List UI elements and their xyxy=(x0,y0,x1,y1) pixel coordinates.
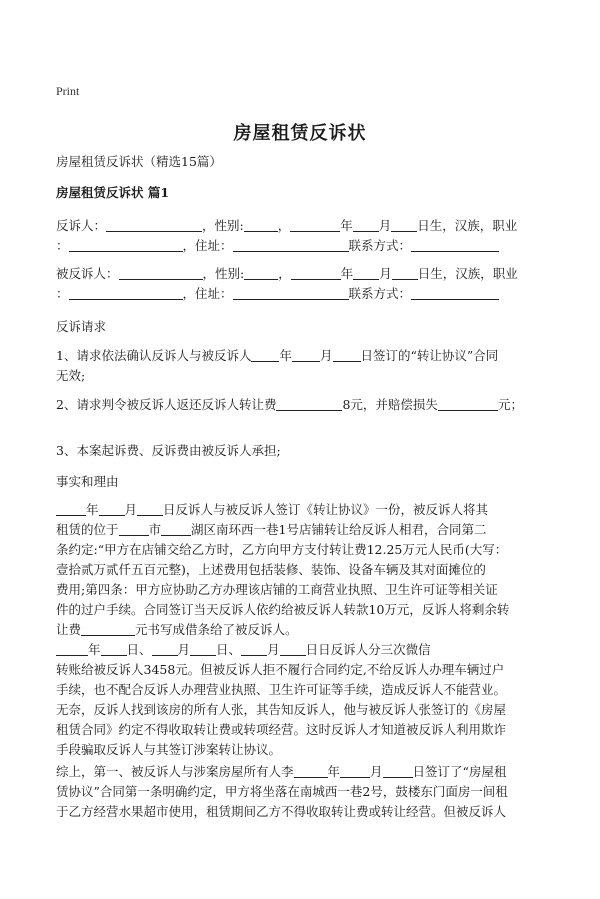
facts-paragraph-1: 年 月 日反诉人与被反诉人签订《转让协议》一份，被反诉人将其 租赁的位于 市 湖区南环西一巷1号店铺转让给反诉人相君，合同第二 条约定:“甲方在店铺交给乙方时，乙方向甲方支付转让费12.25万元人民币(大写： 壹拾贰万贰仟五百元整)，上述费用包括装修、装饰、设备车辆及其对面摊位的 费用;第四条：甲方应协助乙方办理该店铺的工商营业执照、卫生许可证等相关证 件的过户手续。合同签订当天反诉人依约给被反诉人转款10万元，反诉人将剩余转 让费 元书写成借条给了被反诉人。 xyxy=(56,502,510,637)
claim-1: 1、请求依法确认反诉人与被反诉人 年 月 日签订的“转让协议”合同 无效; xyxy=(56,348,499,383)
plaintiff-line-2: ： ，住址： 联系方式： xyxy=(56,236,499,256)
facts-paragraph-2: 年 日、 月 日、 月 日日反诉人分三次微信 转账给被反诉人3458元。但被反诉人拒不履行合同约定,不给反诉人办理车辆过户 手续，也不配合反诉人办理营业执照、卫生许可证等手续，造成反诉人不能营业。 无奈，反诉人找到该房的所有人张，其告知反诉人，他与被反诉人张签订的《房屋 租赁合同》约定不得收取转让费或转项经营。这时反诉人才知道被反诉人利用欺诈 手段骗取反诉人与其签订涉案转让协议。 xyxy=(56,642,507,757)
claims-heading: 反诉请求 xyxy=(56,319,107,334)
document-title: 房屋租赁反诉状 xyxy=(233,123,367,144)
conclusion-paragraph: 综上，第一、被反诉人与涉案房屋所有人李 年 月 日签订了“房屋租 赁协议”合同第一条明确约定，甲方将坐落在南城西一巷2号，鼓楼东门面房一间租 于乙方经营水果超市使用，租赁期间乙方不得收取转让费或转让经营。但被反诉人 xyxy=(56,764,508,819)
claim-3: 3、本案起诉费、反诉费由被反诉人承担; xyxy=(56,443,281,458)
claim-2: 2、请求判令被反诉人返还反诉人转让费 8元，并赔偿损失 元； xyxy=(56,397,523,412)
print-label[interactable]: Print xyxy=(56,84,80,98)
facts-heading: 事实和理由 xyxy=(56,474,119,489)
plaintiff-line-1: 反诉人： ，性别: ， 年 月 日生，汉族，职业 xyxy=(56,218,518,233)
document-subtitle: 房屋租赁反诉状（精选15篇） xyxy=(56,154,222,169)
section-heading: 房屋租赁反诉状 篇1 xyxy=(56,185,170,200)
defendant-line-1: 被反诉人： ，性别: ， 年 月 日生，汉族，职业 xyxy=(56,266,518,281)
defendant-line-2: ： ，住址： 联系方式： xyxy=(56,284,499,304)
